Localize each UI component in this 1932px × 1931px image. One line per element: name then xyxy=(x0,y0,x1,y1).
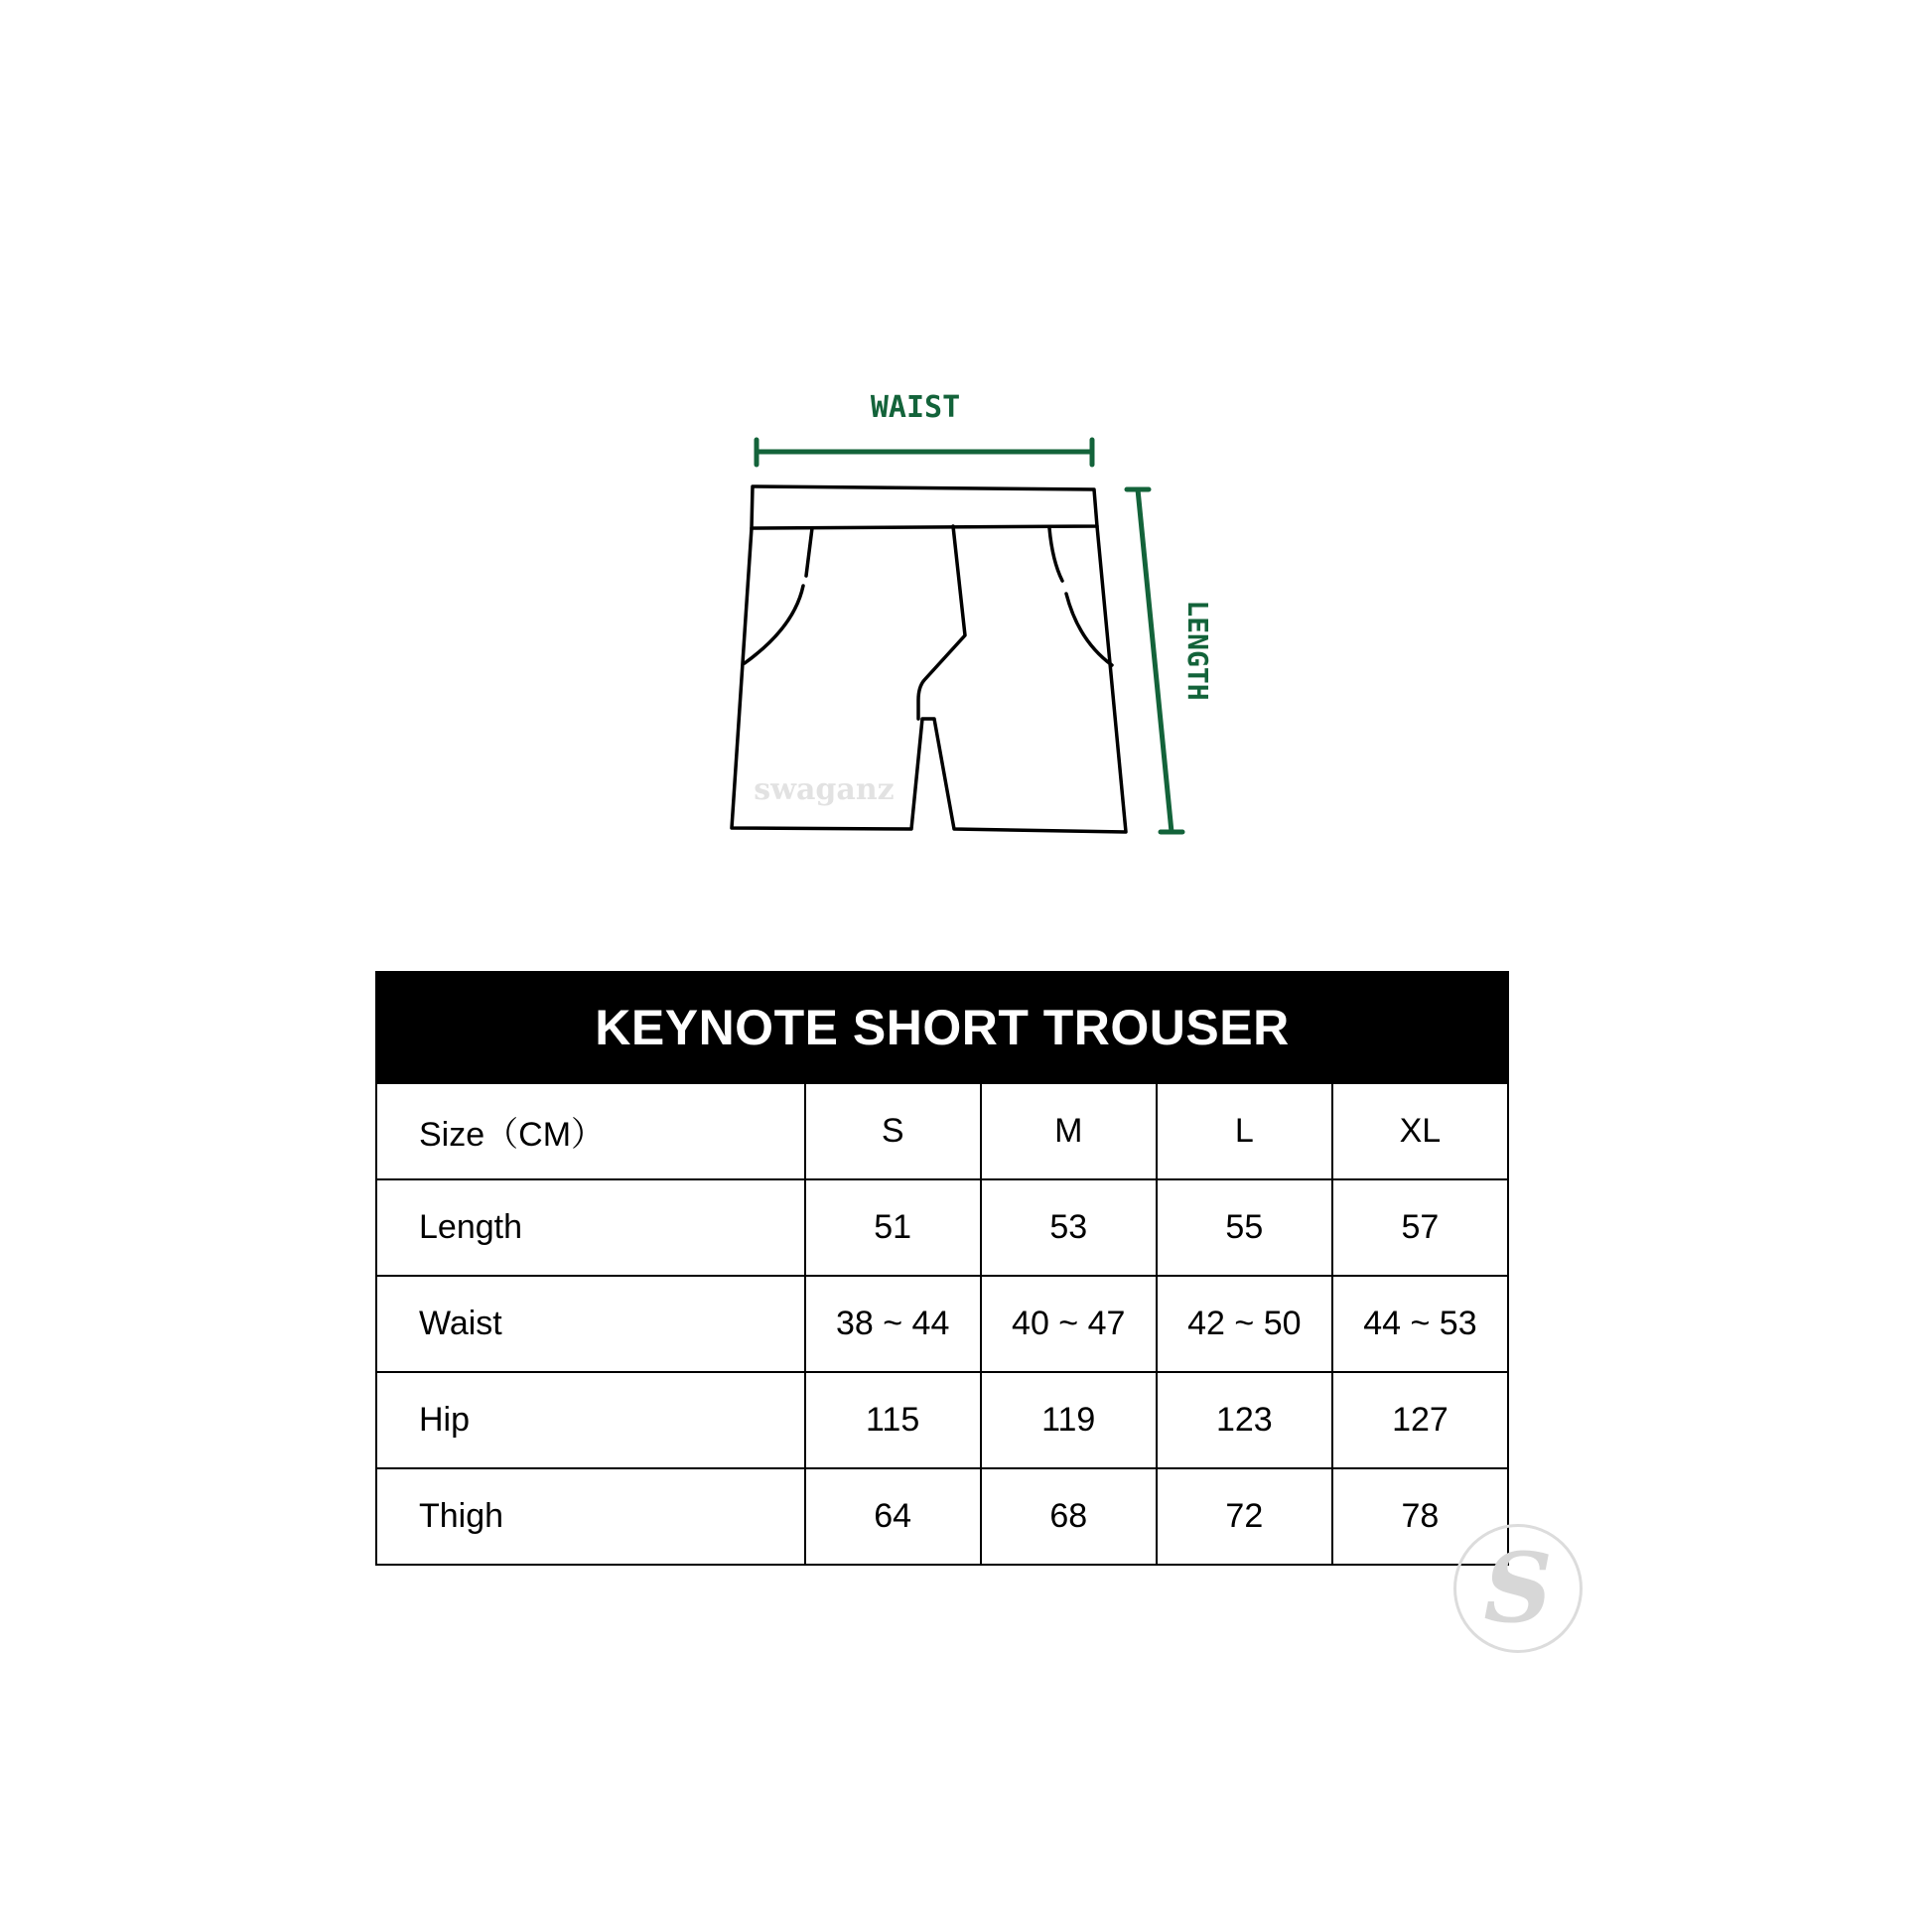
row-label: Waist xyxy=(376,1276,805,1372)
table-cell: 123 xyxy=(1157,1372,1332,1468)
row-label: Hip xyxy=(376,1372,805,1468)
waistband xyxy=(752,486,1097,528)
row-label: Length xyxy=(376,1179,805,1276)
left-pocket-curve xyxy=(745,586,803,663)
table-row-waist xyxy=(376,1276,1508,1372)
fly-seam xyxy=(918,526,965,719)
table-cell: 51 xyxy=(805,1179,981,1276)
size-header-xl: XL xyxy=(1332,1083,1508,1179)
length-measure xyxy=(1127,489,1182,832)
size-chart-table xyxy=(375,971,1509,1566)
table-title-row xyxy=(376,972,1508,1083)
table-cell: 68 xyxy=(981,1468,1157,1565)
table-cell: 40 ~ 47 xyxy=(981,1276,1157,1372)
brand-seal-icon: S xyxy=(1453,1524,1583,1653)
table-cell: 57 xyxy=(1332,1179,1508,1276)
table-cell: 115 xyxy=(805,1372,981,1468)
table-cell: 64 xyxy=(805,1468,981,1565)
left-pocket-upper xyxy=(806,528,812,576)
table-cell: 42 ~ 50 xyxy=(1157,1276,1332,1372)
brand-watermark: swaganz xyxy=(754,772,895,807)
waist-measure xyxy=(757,440,1092,465)
table-header-row xyxy=(376,1083,1508,1179)
table-cell: 127 xyxy=(1332,1372,1508,1468)
table-cell: 55 xyxy=(1157,1179,1332,1276)
table-row-thigh xyxy=(376,1468,1508,1565)
waist-label: WAIST xyxy=(870,390,961,425)
size-header-l: L xyxy=(1157,1083,1332,1179)
length-label: LENGTH xyxy=(1181,600,1214,701)
size-header-m: M xyxy=(981,1083,1157,1179)
table-row-hip xyxy=(376,1372,1508,1468)
table-cell: 72 xyxy=(1157,1468,1332,1565)
table-cell: 78 xyxy=(1332,1468,1508,1565)
row-label: Thigh xyxy=(376,1468,805,1565)
size-header-s: S xyxy=(805,1083,981,1179)
table-cell: 44 ~ 53 xyxy=(1332,1276,1508,1372)
table-cell: 38 ~ 44 xyxy=(805,1276,981,1372)
table-title: KEYNOTE SHORT TROUSER xyxy=(376,972,1508,1083)
right-pocket-upper xyxy=(1049,528,1062,581)
size-header-label: Size（CM） xyxy=(376,1083,805,1179)
table-row-length xyxy=(376,1179,1508,1276)
table-cell: 119 xyxy=(981,1372,1157,1468)
table-cell: 53 xyxy=(981,1179,1157,1276)
